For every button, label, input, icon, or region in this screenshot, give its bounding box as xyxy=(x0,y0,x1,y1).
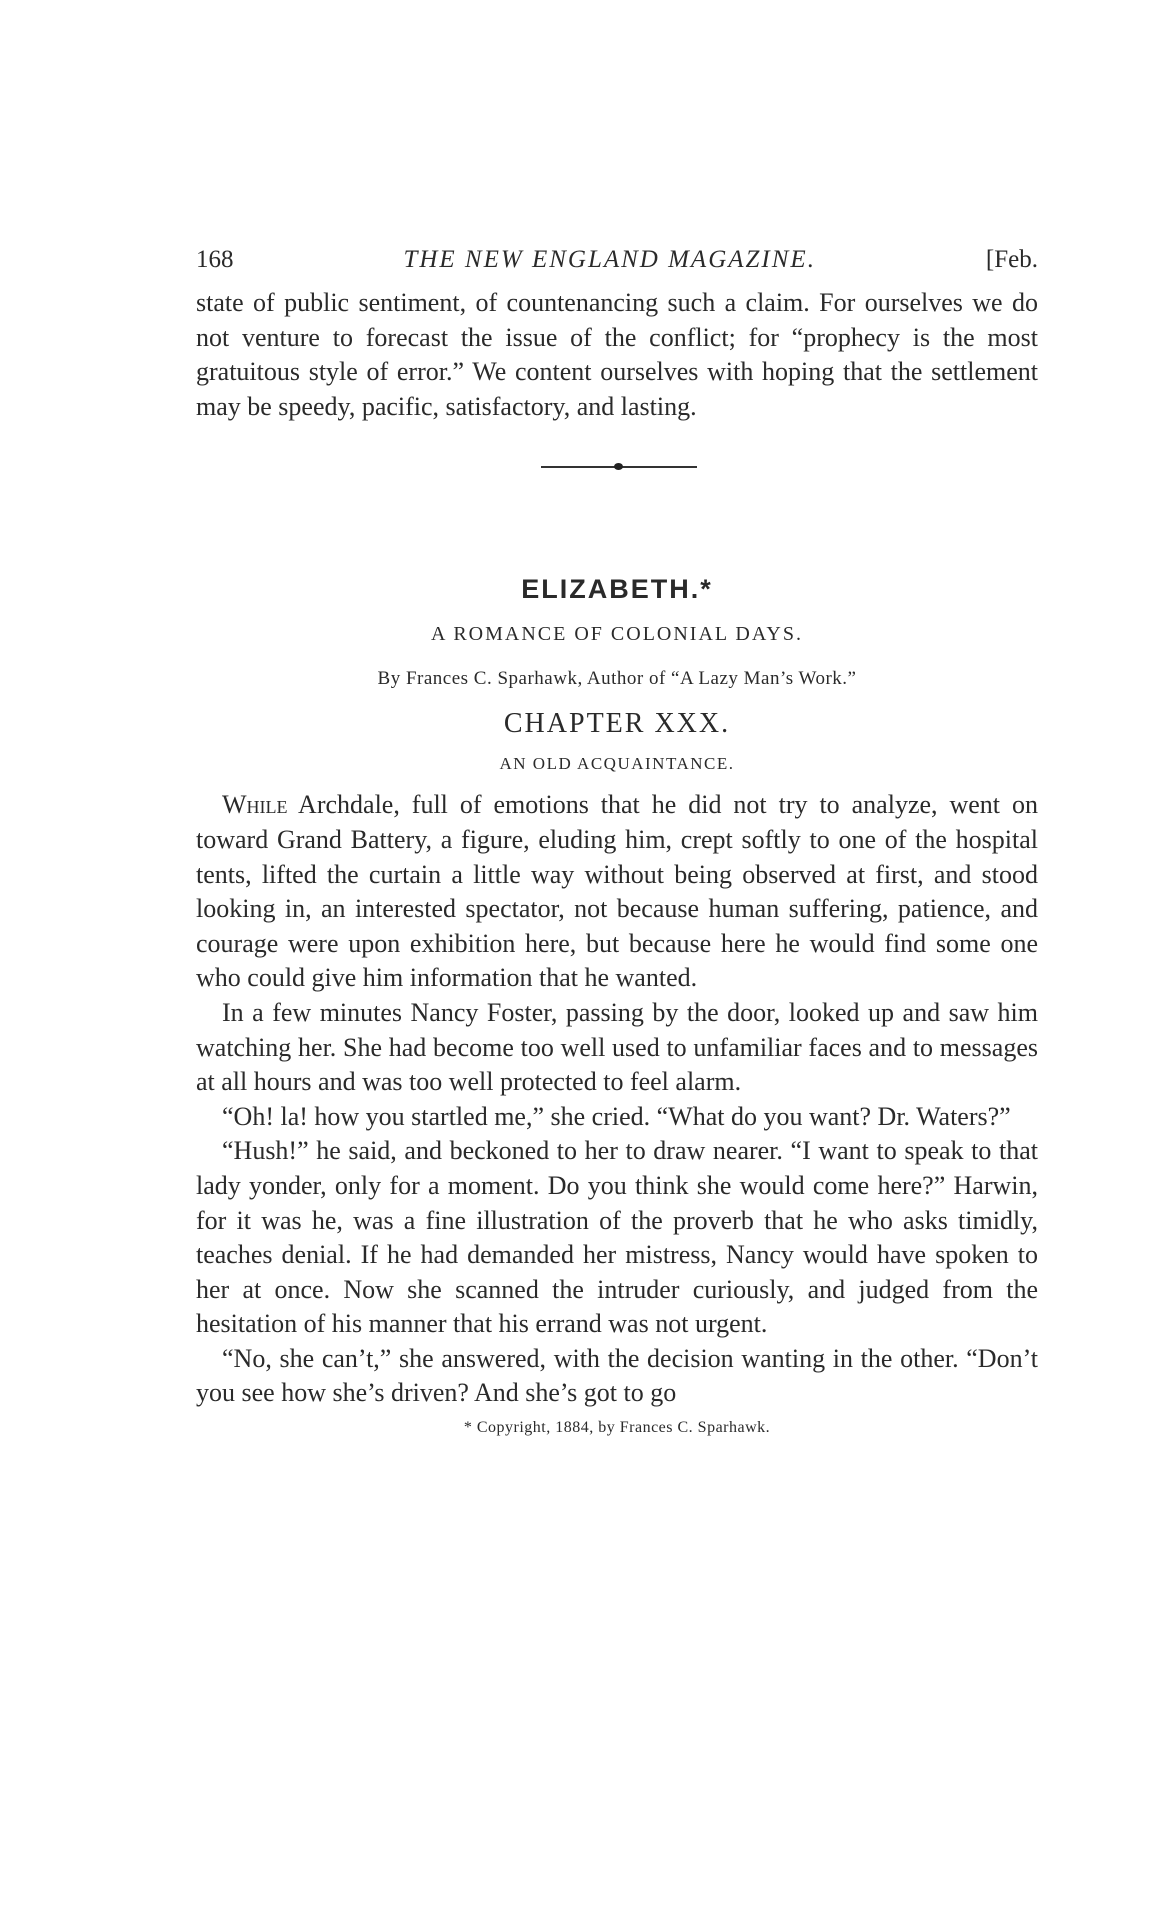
book-page xyxy=(196,246,1038,1437)
chapter-title: AN OLD ACQUAINTANCE. xyxy=(499,754,735,774)
story-byline: By Frances C. Sparhawk, Author of “A Lazy Man’s Work.” xyxy=(377,668,857,690)
story-subtitle: A ROMANCE OF COLONIAL DAYS. xyxy=(431,623,803,646)
month-label: [Feb. xyxy=(985,246,1038,273)
body-paragraph: “Oh! la! how you startled me,” she cried. “What do you want? Dr. Waters?” xyxy=(222,1101,1011,1131)
paragraph-text: Archdale, full of emotions that he did not try to analyze, went on toward Grand Battery, a figure, eluding him, crept softly to one of the hospital tents, lifted the curtain a little way without being observed at first, and stood looking in, an interested spectator, not because human suffering, patience, and courage were upon exhibition here, but because here he would find some one who could give him information that he wanted. xyxy=(196,790,1038,993)
section-divider xyxy=(196,442,1038,492)
running-head xyxy=(196,246,1038,286)
divider-ornament xyxy=(614,463,623,470)
body-paragraph: “Hush!” he said, and beckoned to her to draw nearer. “I want to speak to that lady yonder, only for a moment. Do you think she would come here?” Harwin, for it was he, was a fine illustration of the proverb that he who asks timidly, teaches denial. If he had demanded her mistress, Nancy would have spoken to her at once. Now she scanned the intruder curiously, and judged from the hesitation of his manner that his errand was not urgent. xyxy=(196,1136,1038,1339)
previous-article-ending: state of public sentiment, of countenancing such a claim. For ourselves we do not venture to forecast the issue of the conflict; for “prophecy is the most gratuitous style of error.” We content ourselves with hoping that the settlement may be speedy, pacific, satisfactory, and lasting. xyxy=(196,288,1038,421)
chapter-heading: CHAPTER XXX. xyxy=(503,708,731,740)
page-number: 168 xyxy=(196,246,234,273)
body-paragraph: “No, she can’t,” she answered, with the decision wanting in the other. “Don’t you see how she’s driven? And she’s got to go xyxy=(196,1343,1038,1408)
copyright-footnote: * Copyright, 1884, by Frances C. Sparhawk. xyxy=(463,1419,771,1437)
body-paragraph: In a few minutes Nancy Foster, passing by the door, looked up and saw him watching her. She had become too well used to unfamiliar faces and to messages at all hours and was too well protected to feel alarm. xyxy=(196,997,1038,1097)
journal-title: THE NEW ENGLAND MAGAZINE. xyxy=(403,246,816,273)
paragraph-lead-word: While xyxy=(222,790,288,820)
body-paragraph xyxy=(196,788,1038,996)
story-title: ELIZABETH.* xyxy=(521,574,713,605)
